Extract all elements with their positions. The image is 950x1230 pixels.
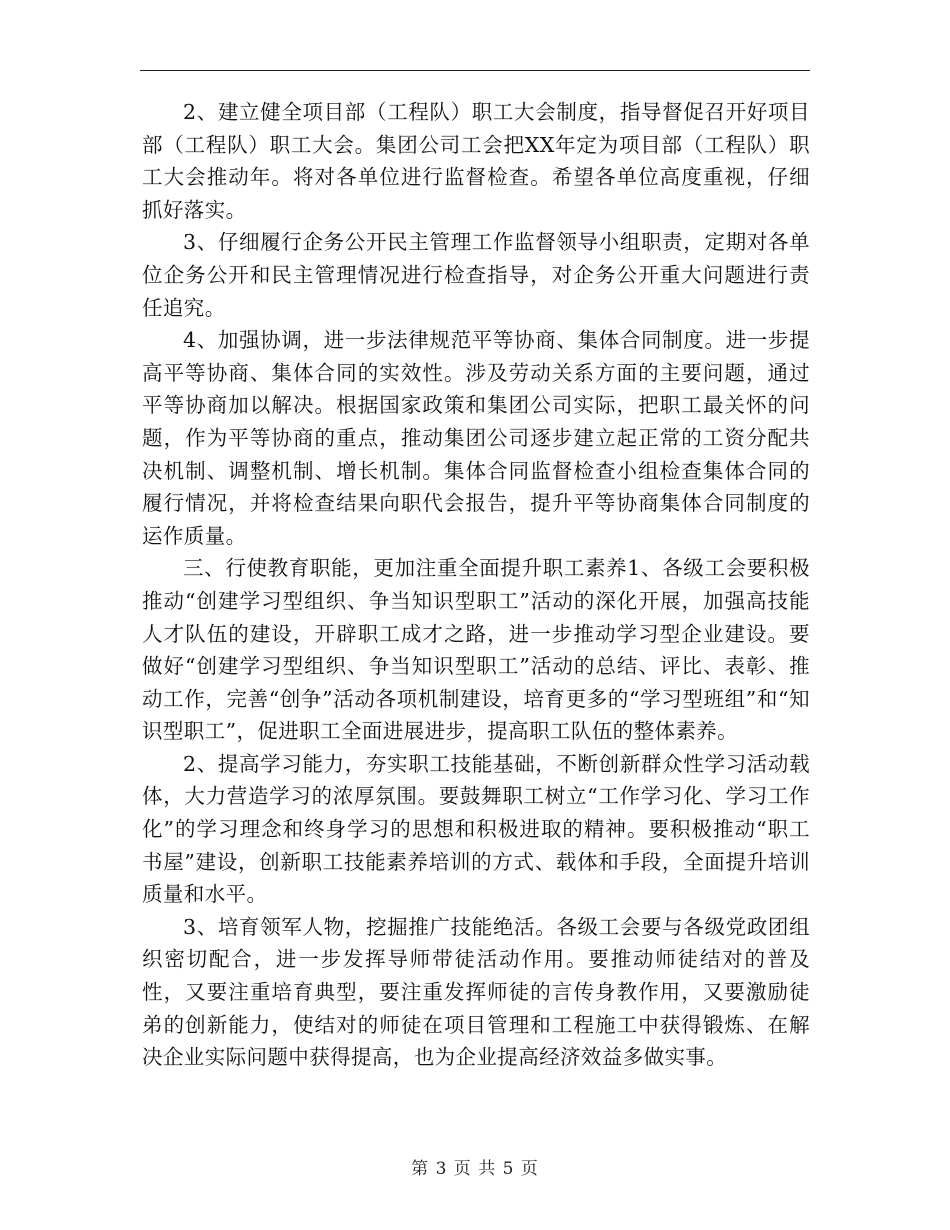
paragraph-item-2-learning-ability: 2、提高学习能力，夯实职工技能基础，不断创新群众性学习活动载体，大力营造学习的浓厚氛围。要鼓舞职工树立“工作学习化、学习工作化”的学习理念和终身学习的思想和积极进取的精神。要积极推动“职工书屋”建设，创新职工技能素养培训的方式、载体和手段，全面提升培训质量和水平。 bbox=[142, 751, 810, 907]
paragraph-item-4-collective-bargaining: 4、加强协调，进一步法律规范平等协商、集体合同制度。进一步提高平等协商、集体合同的实效性。涉及劳动关系方面的主要问题，通过平等协商加以解决。根据国家政策和集团公司实际，把职工最关怀的问题，作为平等协商的重点，推动集团公司逐步建立起正常的工资分配共决机制、调整机制、增长机制。集体合同监督检查小组检查集体合同的履行情况，并将检查结果向职代会报告，提升平等协商集体合同制度的运作质量。 bbox=[142, 328, 810, 548]
page-number-footer: 第 3 页 共 5 页 bbox=[411, 1159, 539, 1179]
paragraph-item-3-affairs-disclosure: 3、仔细履行企务公开民主管理工作监督领导小组职责，定期对各单位企务公开和民主管理情况进行检查指导，对企务公开重大问题进行责任追究。 bbox=[142, 230, 810, 320]
paragraph-section-3-education: 三、行使教育职能，更加注重全面提升职工素养1、各级工会要积极推动“创建学习型组织、争当知识型职工”活动的深化开展，加强高技能人才队伍的建设，开辟职工成才之路，进一步推动学习型企业建设。要做好“创建学习型组织、争当知识型职工”活动的总结、评比、表彰、推动工作，完善“创争”活动各项机制建设，培育更多的“学习型班组”和“知识型职工”，促进职工全面进展进步，提高职工队伍的整体素养。 bbox=[142, 556, 810, 744]
paragraph-item-2-workers-congress: 2、建立健全项目部（工程队）职工大会制度，指导督促召开好项目部（工程队）职工大会。集团公司工会把XX年定为项目部（工程队）职工大会推动年。将对各单位进行监督检查。希望各单位高度重视，仔细抓好落实。 bbox=[142, 100, 810, 222]
body-text bbox=[142, 96, 810, 1074]
paragraph-item-3-leading-talents: 3、培育领军人物，挖掘推广技能绝活。各级工会要与各级党政团组织密切配合，进一步发挥导师带徒活动作用。要推动师徒结对的普及性，又要注重培育典型，要注重发挥师徒的言传身教作用，又要激励徒弟的创新能力，使结对的师徒在项目管理和工程施工中获得锻炼、在解决企业实际问题中获得提高，也为企业提高经济效益多做实事。 bbox=[142, 914, 810, 1070]
header-rule bbox=[140, 70, 810, 71]
